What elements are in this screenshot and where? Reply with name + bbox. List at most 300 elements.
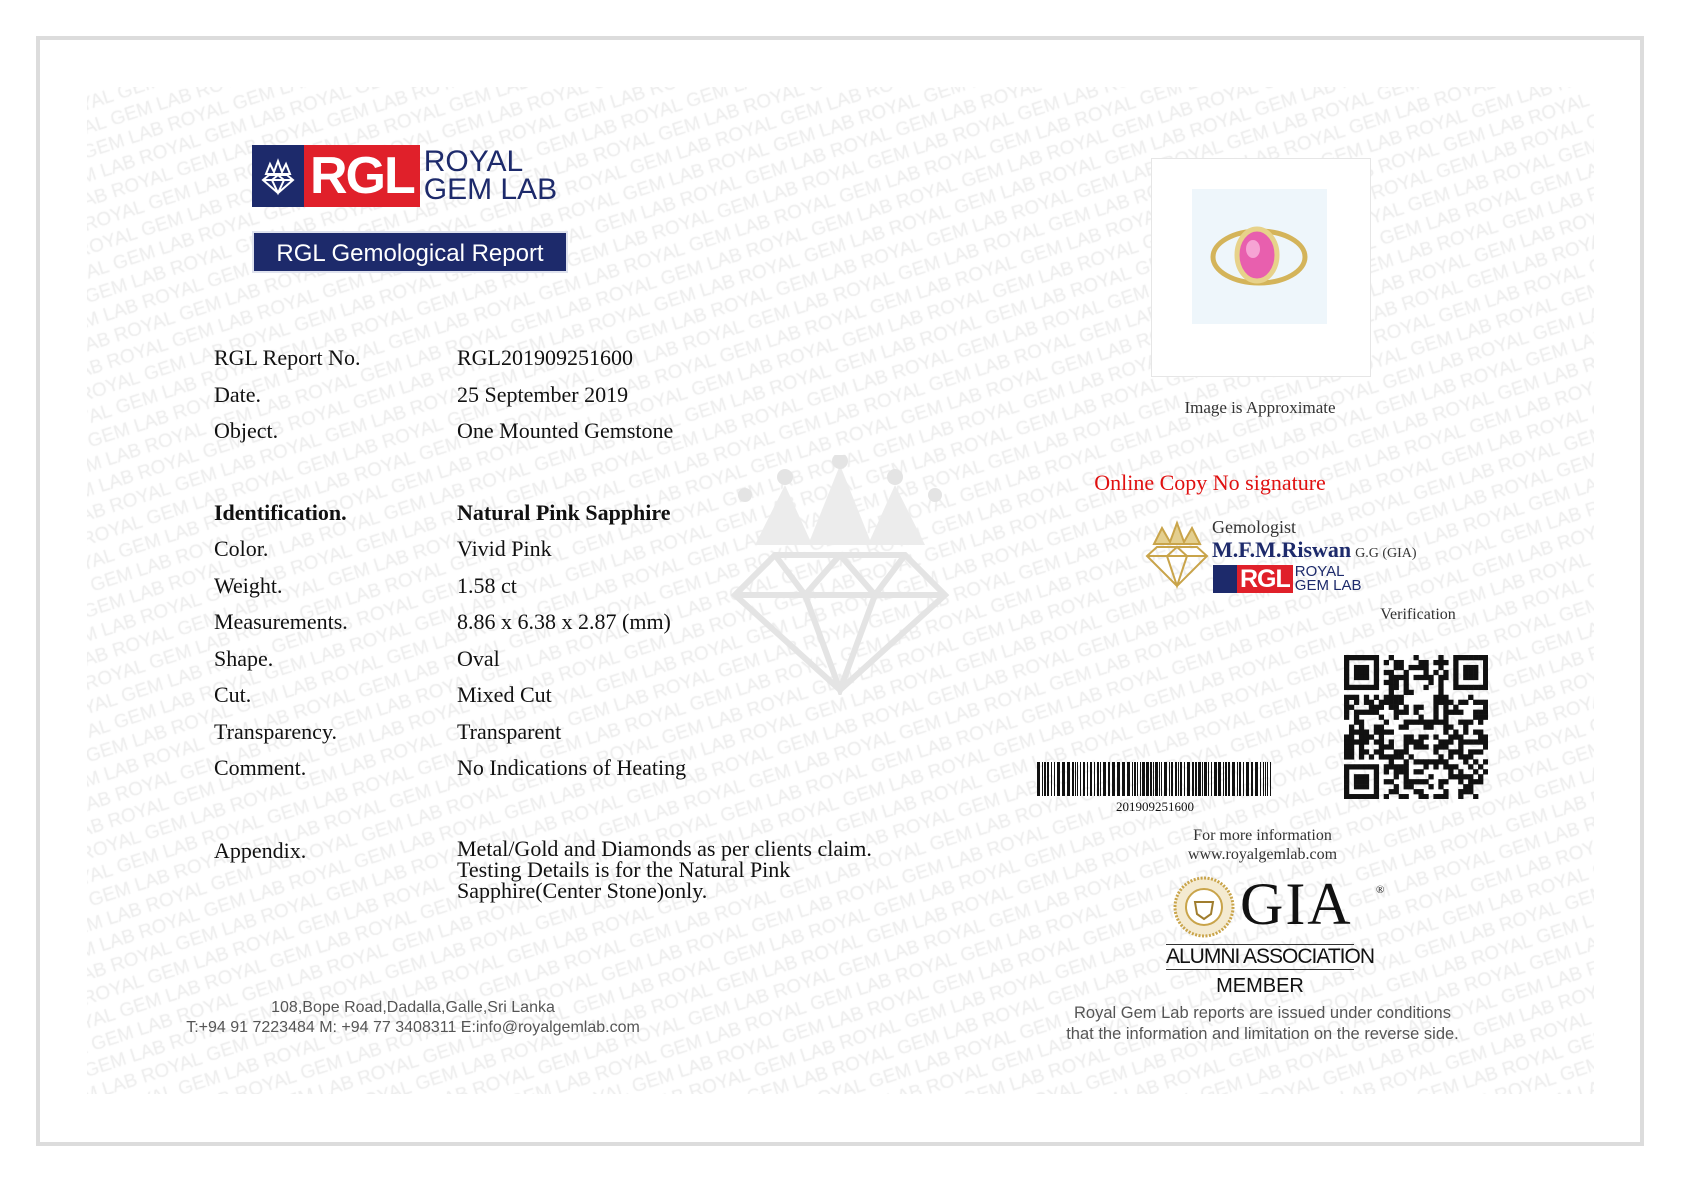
qr-module bbox=[1364, 794, 1369, 799]
qr-module bbox=[1399, 769, 1404, 774]
barcode-bar bbox=[1178, 762, 1179, 796]
qr-module bbox=[1418, 675, 1423, 680]
qr-module bbox=[1394, 754, 1399, 759]
qr-module bbox=[1423, 744, 1428, 749]
qr-module bbox=[1354, 655, 1359, 660]
qr-module bbox=[1364, 710, 1369, 715]
qr-module bbox=[1364, 695, 1369, 700]
qr-module bbox=[1428, 720, 1433, 725]
qr-module bbox=[1364, 685, 1369, 690]
qr-module bbox=[1354, 695, 1359, 700]
verification-qr-code[interactable] bbox=[1344, 655, 1488, 799]
qr-module bbox=[1423, 675, 1428, 680]
qr-module bbox=[1359, 675, 1364, 680]
qr-module bbox=[1359, 710, 1364, 715]
qr-module bbox=[1414, 789, 1419, 794]
qr-module bbox=[1379, 715, 1384, 720]
barcode-bar bbox=[1134, 762, 1136, 796]
qr-module bbox=[1428, 680, 1433, 685]
qr-module bbox=[1448, 749, 1453, 754]
qr-module bbox=[1478, 700, 1483, 705]
qr-module bbox=[1354, 720, 1359, 725]
qr-module bbox=[1458, 685, 1463, 690]
qr-module bbox=[1374, 729, 1379, 734]
qr-module bbox=[1349, 725, 1354, 730]
qr-module bbox=[1414, 739, 1419, 744]
qr-module bbox=[1344, 680, 1349, 685]
qr-module bbox=[1414, 710, 1419, 715]
qr-module bbox=[1483, 700, 1488, 705]
qr-module bbox=[1478, 710, 1483, 715]
barcode-bar bbox=[1260, 762, 1261, 796]
qr-module bbox=[1478, 715, 1483, 720]
qr-module bbox=[1359, 655, 1364, 660]
qr-module bbox=[1409, 739, 1414, 744]
qr-module bbox=[1374, 655, 1379, 660]
qr-module bbox=[1443, 670, 1448, 675]
qr-module bbox=[1443, 739, 1448, 744]
qr-module bbox=[1364, 734, 1369, 739]
qr-module bbox=[1473, 685, 1478, 690]
qr-module bbox=[1478, 685, 1483, 690]
verification-label: Verification bbox=[1380, 606, 1456, 623]
qr-module bbox=[1448, 764, 1453, 769]
qr-module bbox=[1389, 705, 1394, 710]
qr-module bbox=[1443, 660, 1448, 665]
qr-module bbox=[1483, 705, 1488, 710]
report-title: RGL Gemological Report bbox=[252, 231, 568, 273]
qr-module bbox=[1443, 700, 1448, 705]
gia-mark: GIA bbox=[1240, 871, 1353, 937]
qr-module bbox=[1399, 710, 1404, 715]
gia-member: MEMBER bbox=[1216, 975, 1304, 997]
qr-module bbox=[1418, 794, 1423, 799]
qr-module bbox=[1359, 739, 1364, 744]
qr-module bbox=[1463, 789, 1468, 794]
field-value: Natural Pink Sapphire bbox=[457, 500, 671, 525]
qr-module bbox=[1354, 675, 1359, 680]
qr-module bbox=[1404, 710, 1409, 715]
qr-module bbox=[1359, 720, 1364, 725]
qr-module bbox=[1453, 734, 1458, 739]
qr-module bbox=[1379, 754, 1384, 759]
qr-module bbox=[1483, 739, 1488, 744]
qr-module bbox=[1349, 739, 1354, 744]
qr-module bbox=[1344, 789, 1349, 794]
website-link[interactable]: www.royalgemlab.com bbox=[1187, 846, 1338, 863]
qr-module bbox=[1478, 749, 1483, 754]
barcode-bar bbox=[1054, 762, 1055, 796]
field-label: Date. bbox=[214, 382, 262, 407]
qr-module bbox=[1443, 725, 1448, 730]
qr-module bbox=[1379, 734, 1384, 739]
barcode-bar bbox=[1057, 762, 1060, 796]
qr-module bbox=[1399, 660, 1404, 665]
logo-line2: GEM LAB bbox=[423, 173, 558, 206]
qr-module bbox=[1458, 754, 1463, 759]
qr-module bbox=[1399, 665, 1404, 670]
qr-module bbox=[1423, 725, 1428, 730]
qr-module bbox=[1369, 794, 1374, 799]
qr-module bbox=[1389, 670, 1394, 675]
qr-module bbox=[1404, 705, 1409, 710]
barcode-bar bbox=[1153, 762, 1154, 796]
qr-module bbox=[1463, 685, 1468, 690]
qr-module bbox=[1438, 660, 1443, 665]
disclaimer-line1: Royal Gem Lab reports are issued under conditions bbox=[1074, 1004, 1451, 1022]
qr-module bbox=[1394, 660, 1399, 665]
qr-module bbox=[1463, 729, 1468, 734]
qr-module bbox=[1423, 685, 1428, 690]
barcode-bar bbox=[1042, 762, 1043, 796]
qr-module bbox=[1414, 665, 1419, 670]
qr-module bbox=[1409, 720, 1414, 725]
qr-module bbox=[1349, 695, 1354, 700]
qr-module bbox=[1423, 734, 1428, 739]
qr-module bbox=[1344, 784, 1349, 789]
qr-module bbox=[1418, 715, 1423, 720]
qr-module bbox=[1344, 705, 1349, 710]
qr-module bbox=[1349, 705, 1354, 710]
qr-module bbox=[1389, 700, 1394, 705]
qr-module bbox=[1458, 655, 1463, 660]
qr-module bbox=[1478, 739, 1483, 744]
field-label: Weight. bbox=[214, 573, 283, 598]
qr-module bbox=[1473, 655, 1478, 660]
qr-module bbox=[1359, 685, 1364, 690]
qr-module bbox=[1369, 710, 1374, 715]
qr-module bbox=[1418, 660, 1423, 665]
qr-module bbox=[1458, 789, 1463, 794]
qr-module bbox=[1364, 784, 1369, 789]
qr-module bbox=[1354, 710, 1359, 715]
qr-module bbox=[1399, 675, 1404, 680]
qr-module bbox=[1423, 759, 1428, 764]
qr-module bbox=[1414, 769, 1419, 774]
qr-module bbox=[1359, 774, 1364, 779]
qr-module bbox=[1433, 749, 1438, 754]
qr-module bbox=[1359, 749, 1364, 754]
qr-module bbox=[1443, 710, 1448, 715]
qr-module bbox=[1463, 670, 1468, 675]
qr-module bbox=[1394, 764, 1399, 769]
qr-module bbox=[1394, 710, 1399, 715]
image-caption: Image is Approximate bbox=[1184, 398, 1336, 417]
logo-line1: ROYAL bbox=[423, 145, 524, 178]
barcode-bar bbox=[1122, 762, 1125, 796]
qr-module bbox=[1468, 754, 1473, 759]
qr-module bbox=[1374, 789, 1379, 794]
qr-module bbox=[1344, 695, 1349, 700]
barcode-bar bbox=[1228, 762, 1230, 796]
qr-module bbox=[1389, 680, 1394, 685]
qr-module bbox=[1418, 769, 1423, 774]
qr-module bbox=[1453, 710, 1458, 715]
qr-module bbox=[1433, 764, 1438, 769]
qr-module bbox=[1394, 685, 1399, 690]
qr-module bbox=[1404, 690, 1409, 695]
qr-module bbox=[1404, 774, 1409, 779]
qr-module bbox=[1423, 720, 1428, 725]
qr-module bbox=[1463, 774, 1468, 779]
barcode-bar bbox=[1267, 762, 1268, 796]
barcode-bar bbox=[1239, 762, 1241, 796]
barcode-bar bbox=[1097, 762, 1099, 796]
qr-module bbox=[1473, 700, 1478, 705]
qr-module bbox=[1374, 660, 1379, 665]
field-value: RGL201909251600 bbox=[457, 345, 633, 370]
qr-module bbox=[1394, 784, 1399, 789]
qr-module bbox=[1443, 729, 1448, 734]
qr-module bbox=[1433, 710, 1438, 715]
qr-module bbox=[1443, 675, 1448, 680]
field-value: Transparent bbox=[457, 719, 562, 744]
qr-module bbox=[1483, 660, 1488, 665]
qr-module bbox=[1409, 734, 1414, 739]
barcode-bar bbox=[1150, 762, 1152, 796]
barcode-bar bbox=[1255, 762, 1258, 796]
qr-module bbox=[1404, 739, 1409, 744]
barcode-bar bbox=[1180, 762, 1182, 796]
qr-module bbox=[1344, 739, 1349, 744]
qr-module bbox=[1344, 655, 1349, 660]
barcode-bar bbox=[1044, 762, 1046, 796]
qr-module bbox=[1394, 789, 1399, 794]
qr-module bbox=[1443, 764, 1448, 769]
qr-module bbox=[1414, 759, 1419, 764]
barcode-bar bbox=[1140, 762, 1141, 796]
qr-module bbox=[1478, 779, 1483, 784]
qr-module bbox=[1423, 794, 1428, 799]
qr-module bbox=[1359, 725, 1364, 730]
qr-module bbox=[1359, 794, 1364, 799]
qr-module bbox=[1483, 675, 1488, 680]
qr-module bbox=[1349, 734, 1354, 739]
barcode-bar bbox=[1169, 762, 1170, 796]
field-value: Oval bbox=[457, 646, 500, 671]
qr-module bbox=[1468, 655, 1473, 660]
qr-module bbox=[1374, 769, 1379, 774]
qr-module bbox=[1389, 695, 1394, 700]
qr-module bbox=[1463, 754, 1468, 759]
qr-module bbox=[1458, 769, 1463, 774]
qr-module bbox=[1404, 764, 1409, 769]
qr-module bbox=[1414, 705, 1419, 710]
qr-module bbox=[1443, 715, 1448, 720]
qr-module bbox=[1354, 670, 1359, 675]
qr-module bbox=[1438, 739, 1443, 744]
qr-module bbox=[1379, 725, 1384, 730]
qr-module bbox=[1468, 670, 1473, 675]
qr-module bbox=[1404, 749, 1409, 754]
qr-module bbox=[1409, 690, 1414, 695]
report-barcode bbox=[1037, 762, 1273, 796]
qr-module bbox=[1438, 690, 1443, 695]
barcode-bar bbox=[1159, 762, 1160, 796]
barcode-bar bbox=[1202, 762, 1203, 796]
barcode-bar bbox=[1184, 762, 1185, 796]
field-label: Cut. bbox=[214, 682, 252, 707]
qr-module bbox=[1349, 754, 1354, 759]
qr-module bbox=[1354, 700, 1359, 705]
qr-module bbox=[1468, 675, 1473, 680]
qr-module bbox=[1458, 744, 1463, 749]
qr-module bbox=[1478, 774, 1483, 779]
qr-module bbox=[1344, 700, 1349, 705]
field-value: Mixed Cut bbox=[457, 682, 552, 707]
barcode-bar bbox=[1142, 762, 1145, 796]
qr-module bbox=[1438, 744, 1443, 749]
crown-diamond-watermark-icon bbox=[725, 455, 955, 695]
qr-module bbox=[1374, 779, 1379, 784]
qr-module bbox=[1394, 705, 1399, 710]
barcode-bar bbox=[1075, 762, 1076, 796]
qr-module bbox=[1468, 685, 1473, 690]
field-label: Measurements. bbox=[214, 609, 348, 634]
qr-module bbox=[1448, 739, 1453, 744]
gemologist-credential: G.G (GIA) bbox=[1355, 546, 1417, 561]
qr-module bbox=[1433, 660, 1438, 665]
qr-module bbox=[1384, 670, 1389, 675]
qr-module bbox=[1394, 695, 1399, 700]
online-copy-notice: Online Copy No signature bbox=[1094, 470, 1326, 495]
qr-module bbox=[1394, 665, 1399, 670]
field-label: Transparency. bbox=[214, 719, 338, 744]
qr-module bbox=[1433, 670, 1438, 675]
qr-module bbox=[1438, 754, 1443, 759]
gemologist-title: Gemologist bbox=[1212, 517, 1296, 537]
barcode-bar bbox=[1171, 762, 1173, 796]
barcode-bar bbox=[1214, 762, 1217, 796]
qr-module bbox=[1349, 794, 1354, 799]
qr-module bbox=[1414, 655, 1419, 660]
qr-module bbox=[1418, 705, 1423, 710]
qr-module bbox=[1438, 700, 1443, 705]
qr-module bbox=[1389, 685, 1394, 690]
qr-module bbox=[1389, 754, 1394, 759]
qr-module bbox=[1359, 784, 1364, 789]
qr-module bbox=[1354, 739, 1359, 744]
qr-module bbox=[1354, 784, 1359, 789]
qr-module bbox=[1433, 705, 1438, 710]
qr-module bbox=[1389, 729, 1394, 734]
qr-module bbox=[1418, 739, 1423, 744]
qr-module bbox=[1418, 744, 1423, 749]
qr-module bbox=[1399, 764, 1404, 769]
qr-module bbox=[1458, 700, 1463, 705]
qr-module bbox=[1344, 665, 1349, 670]
qr-module bbox=[1344, 754, 1349, 759]
qr-module bbox=[1384, 720, 1389, 725]
qr-module bbox=[1399, 700, 1404, 705]
barcode-bar bbox=[1051, 762, 1052, 796]
field-value: 1.58 ct bbox=[457, 573, 517, 598]
qr-module bbox=[1384, 779, 1389, 784]
qr-module bbox=[1414, 675, 1419, 680]
barcode-bar bbox=[1265, 762, 1266, 796]
qr-module bbox=[1404, 744, 1409, 749]
address-line: 108,Bope Road,Dadalla,Galle,Sri Lanka bbox=[271, 999, 555, 1016]
qr-module bbox=[1453, 685, 1458, 690]
qr-module bbox=[1369, 655, 1374, 660]
qr-module bbox=[1473, 759, 1478, 764]
qr-module bbox=[1404, 784, 1409, 789]
qr-module bbox=[1458, 720, 1463, 725]
qr-module bbox=[1438, 680, 1443, 685]
qr-module bbox=[1359, 665, 1364, 670]
field-label: RGL Report No. bbox=[214, 345, 361, 370]
qr-module bbox=[1438, 759, 1443, 764]
field-label: Appendix. bbox=[214, 838, 307, 863]
qr-module bbox=[1384, 769, 1389, 774]
qr-module bbox=[1448, 754, 1453, 759]
qr-module bbox=[1344, 734, 1349, 739]
qr-module bbox=[1389, 675, 1394, 680]
qr-module bbox=[1399, 725, 1404, 730]
qr-module bbox=[1394, 700, 1399, 705]
qr-module bbox=[1463, 739, 1468, 744]
qr-module bbox=[1438, 720, 1443, 725]
qr-module bbox=[1409, 754, 1414, 759]
barcode-bar bbox=[1103, 762, 1106, 796]
gia-seal-icon bbox=[1173, 876, 1235, 938]
qr-module bbox=[1374, 685, 1379, 690]
qr-module bbox=[1354, 764, 1359, 769]
barcode-bar bbox=[1090, 762, 1092, 796]
qr-module bbox=[1399, 695, 1404, 700]
qr-module bbox=[1448, 774, 1453, 779]
qr-module bbox=[1458, 779, 1463, 784]
qr-module bbox=[1473, 670, 1478, 675]
barcode-bar bbox=[1037, 762, 1040, 796]
barcode-bar bbox=[1108, 762, 1110, 796]
barcode-bar bbox=[1246, 762, 1249, 796]
qr-module bbox=[1478, 764, 1483, 769]
qr-module bbox=[1458, 749, 1463, 754]
qr-module bbox=[1344, 685, 1349, 690]
qr-module bbox=[1374, 784, 1379, 789]
qr-module bbox=[1374, 670, 1379, 675]
qr-module bbox=[1433, 734, 1438, 739]
qr-module bbox=[1473, 769, 1478, 774]
qr-module bbox=[1364, 749, 1369, 754]
qr-module bbox=[1349, 685, 1354, 690]
field-value: 8.86 x 6.38 x 2.87 (mm) bbox=[457, 609, 671, 634]
qr-module bbox=[1433, 720, 1438, 725]
qr-module bbox=[1418, 759, 1423, 764]
qr-module bbox=[1389, 655, 1394, 660]
qr-module bbox=[1473, 675, 1478, 680]
barcode-bar bbox=[1146, 762, 1149, 796]
qr-module bbox=[1364, 739, 1369, 744]
qr-module bbox=[1438, 779, 1443, 784]
qr-module bbox=[1468, 779, 1473, 784]
qr-module bbox=[1354, 779, 1359, 784]
qr-module bbox=[1364, 779, 1369, 784]
qr-module bbox=[1483, 744, 1488, 749]
field-label: Object. bbox=[214, 418, 279, 443]
qr-module bbox=[1438, 655, 1443, 660]
qr-module bbox=[1374, 794, 1379, 799]
qr-module bbox=[1473, 779, 1478, 784]
barcode-bar bbox=[1077, 762, 1078, 796]
qr-module bbox=[1404, 670, 1409, 675]
rgl-logo bbox=[252, 145, 572, 207]
qr-module bbox=[1478, 729, 1483, 734]
qr-module bbox=[1443, 705, 1448, 710]
qr-module bbox=[1438, 784, 1443, 789]
barcode-bar bbox=[1132, 762, 1133, 796]
